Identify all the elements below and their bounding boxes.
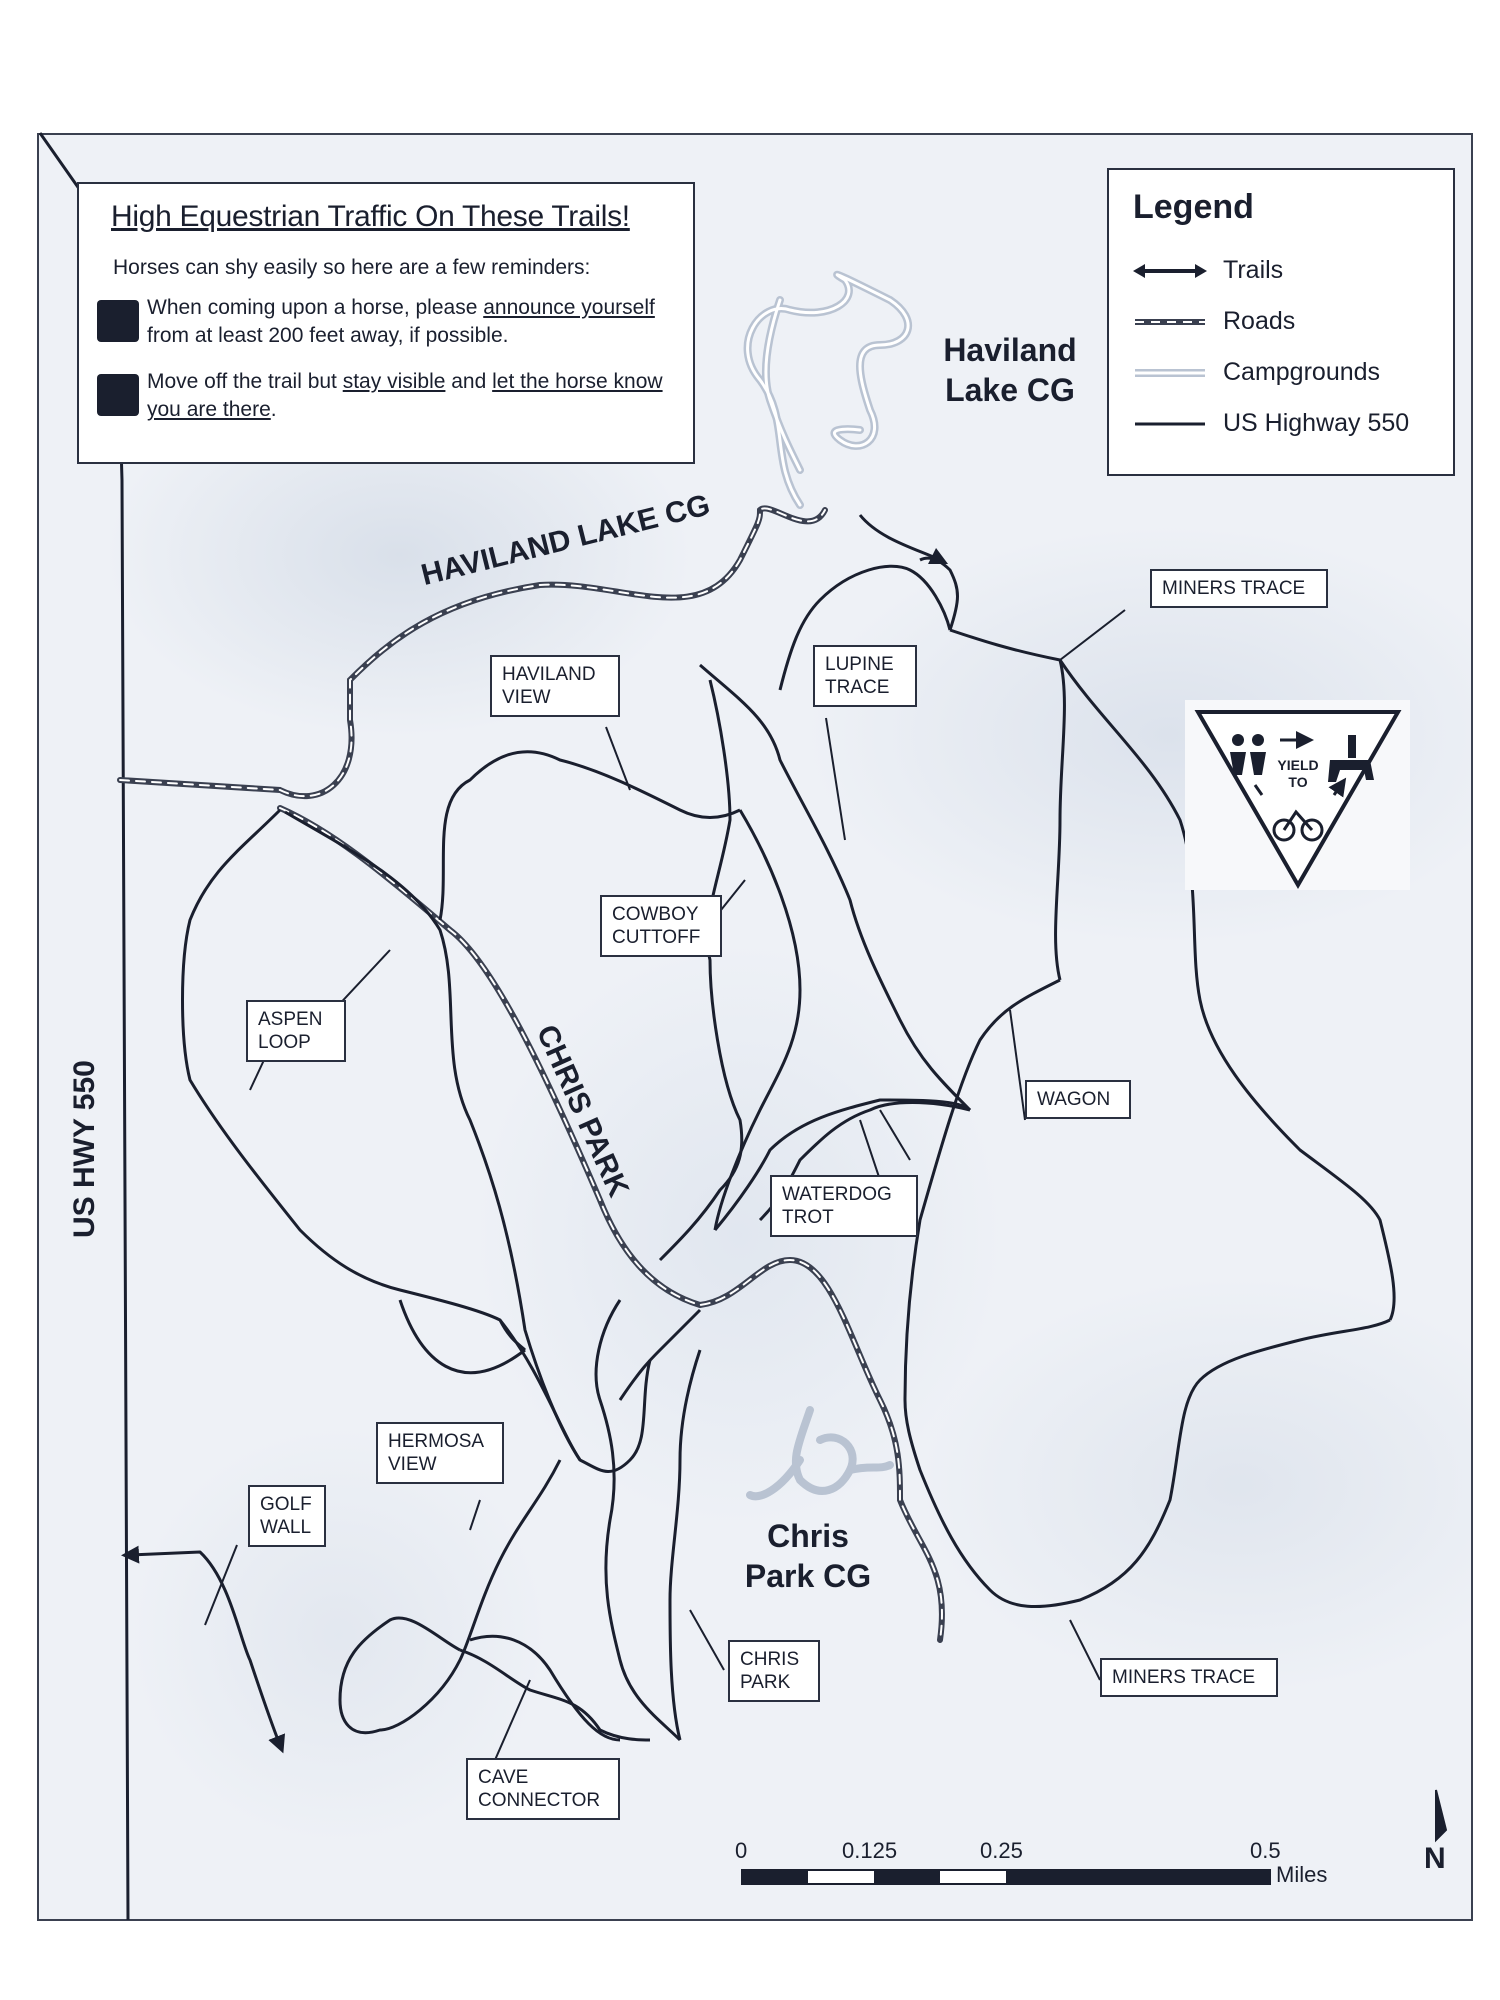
legend-label: Roads <box>1223 307 1296 335</box>
north-arrow-icon <box>1436 1790 1446 1840</box>
horse-rider-icon <box>97 374 139 416</box>
horse-rider-icon <box>97 300 139 342</box>
haviland-lake-road-label: HAVILAND LAKE CG <box>418 488 714 593</box>
double-line-icon <box>1133 365 1207 381</box>
legend-label: US Highway 550 <box>1223 409 1410 437</box>
yield-to-text: TO <box>1288 774 1308 790</box>
double-arrow-icon <box>1133 263 1207 279</box>
trail-label-cowboy-cuttoff: COWBOY CUTTOFF <box>600 895 722 957</box>
warning-tip-text: Move off the trail but stay visible and let the horse know you are there. <box>147 370 663 421</box>
trail-label-wagon: WAGON <box>1025 1080 1131 1119</box>
legend-item-trails <box>1133 245 1429 296</box>
legend-label: Trails <box>1223 256 1284 284</box>
hiker-icon <box>1232 734 1244 746</box>
trail-label-haviland-view: HAVILAND VIEW <box>490 655 620 717</box>
trail-label-hermosa-view: HERMOSA VIEW <box>376 1422 504 1484</box>
scale-tick-025: 0.25 <box>980 1838 1023 1863</box>
scale-bar <box>742 1870 1270 1884</box>
yield-text: YIELD <box>1277 757 1319 773</box>
north-label: N <box>1424 1842 1446 1875</box>
dashed-line-icon <box>1133 314 1207 330</box>
solid-line-icon <box>1133 416 1207 432</box>
trail-label-cave-connector: CAVE CONNECTOR <box>466 1758 620 1820</box>
legend-box <box>1107 168 1455 476</box>
trail-label-aspen-loop: ASPEN LOOP <box>246 1000 346 1062</box>
legend-label: Campgrounds <box>1223 358 1381 386</box>
legend-title: Legend <box>1133 188 1254 226</box>
warning-title: High Equestrian Traffic On These Trails! <box>111 200 630 233</box>
chris-park-cg-label: Chris Park CG <box>744 1518 872 1594</box>
scale-tick-0: 0 <box>735 1838 748 1863</box>
legend-item-roads <box>1133 296 1429 347</box>
warning-intro: Horses can shy easily so here are a few reminders: <box>113 256 591 279</box>
trail-label-miners-trace-south: MINERS TRACE <box>1100 1658 1278 1697</box>
haviland-lake-cg-label: Haviland Lake CG <box>943 332 1077 408</box>
scale-tick-0125: 0.125 <box>842 1838 898 1863</box>
trail-label-waterdog-trot: WATERDOG TROT <box>770 1175 918 1237</box>
trail-label-golf-wall: GOLF WALL <box>248 1485 326 1547</box>
trail-label-miners-trace: MINERS TRACE <box>1150 569 1328 608</box>
legend-item-highway <box>1133 398 1429 449</box>
equestrian-warning-box <box>77 182 695 464</box>
trail-label-lupine-trace: LUPINE TRACE <box>813 645 917 707</box>
warning-tip-text: When coming upon a horse, please announce yourself from at least 200 feet away, if possible. <box>147 296 655 347</box>
chris-park-road-label: CHRIS PARK <box>529 1020 636 1202</box>
chris-park-campground-loops <box>750 1410 890 1496</box>
trail-label-chris-park: CHRIS PARK <box>728 1640 820 1702</box>
legend-item-campgrounds <box>1133 347 1429 398</box>
hiker-icon <box>1252 734 1264 746</box>
scale-unit: Miles <box>1276 1862 1328 1887</box>
us-hwy-550-label: US HWY 550 <box>68 1060 101 1238</box>
warning-tip <box>97 294 675 350</box>
haviland-campground-loops-inner <box>748 275 909 505</box>
warning-tip <box>97 368 675 424</box>
yield-sign <box>1185 700 1410 890</box>
scale-tick-05: 0.5 <box>1250 1838 1281 1863</box>
